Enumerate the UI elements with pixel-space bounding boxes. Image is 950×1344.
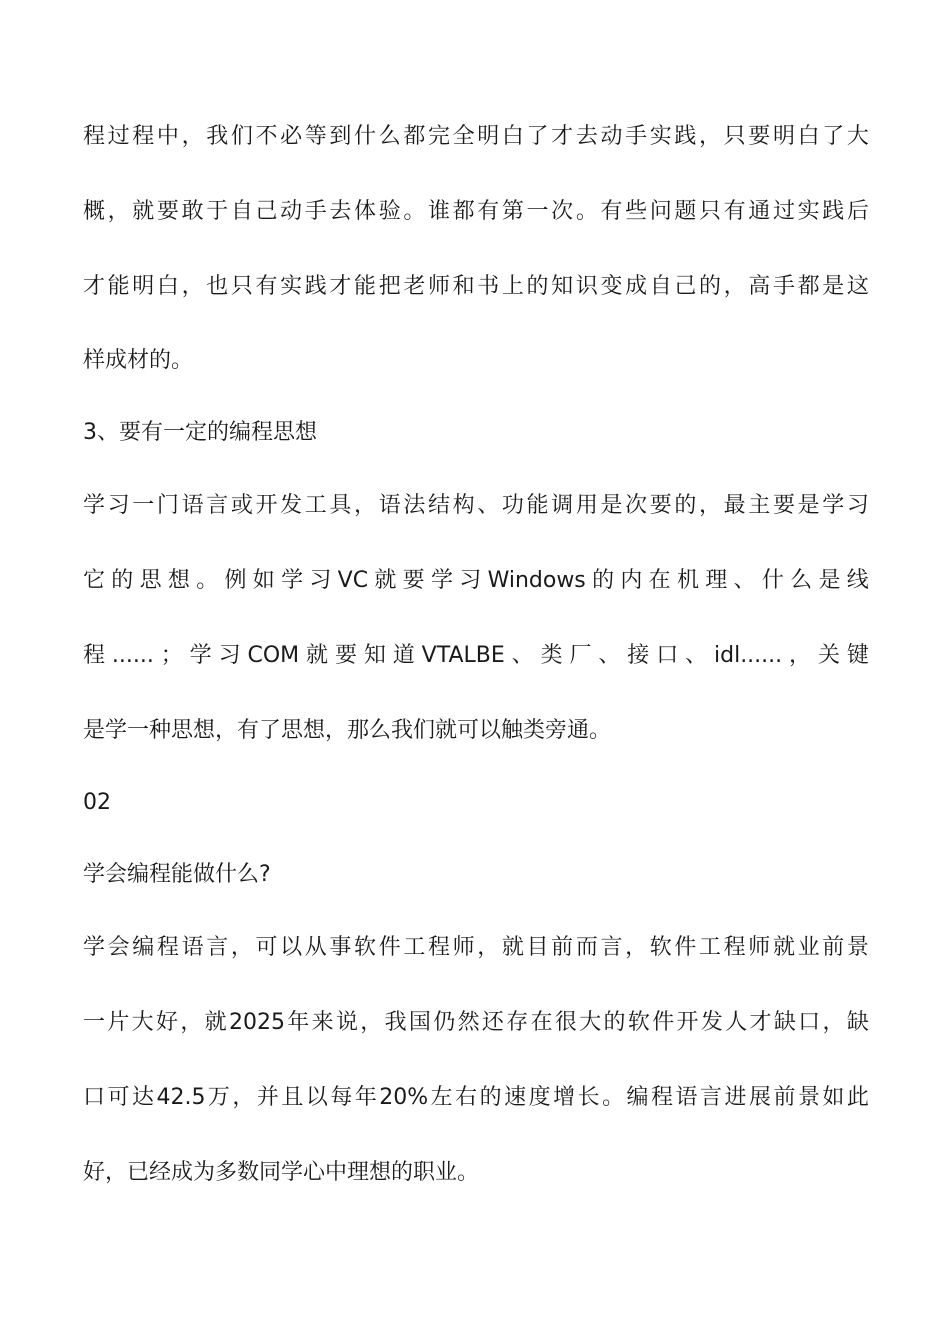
paragraph-line: 概 ， 就 要 敢 于 自 己 动 手 去 体 验 。 谁 都 有 第 一 次 。 有 些 问 题 只 有 通 过 实 践 后 [83,199,869,224]
section-heading: 学会编程能做什么? [83,862,271,887]
paragraph-line: 程 过 程 中 ， 我 们 不 必 等 到 什 么 都 完 全 明 白 了 才 去 动 手 实 践 ， 只 要 明 白 了 大 [83,124,869,149]
paragraph-line: 它 的 思 想 。 例 如 学 习 VC 就 要 学 习 Windows 的 内 在 机 理 、 什 么 是 线 [83,568,869,593]
paragraph-line: 口 可 达 42.5 万 ， 并 且 以 每 年 20% 左 右 的 速 度 增 长 。 编 程 语 言 进 展 前 景 如 此 [83,1085,869,1110]
paragraph-line: 程 ...... ； 学 习 COM 就 要 知 道 VTALBE 、 类 厂 、 接 口 、 idl...... ， 关 键 [83,643,869,668]
paragraph-line: 学 习 一 门 语 言 或 开 发 工 具 ， 语 法 结 构 、 功 能 调 用 是 次 要 的 ， 最 主 要 是 学 习 [83,493,869,518]
paragraph-line: 学 会 编 程 语 言 ， 可 以 从 事 软 件 工 程 师 ， 就 目 前 而 言 ， 软 件 工 程 师 就 业 前 景 [83,935,869,960]
paragraph-line: 样成材的。 [83,348,194,373]
paragraph-line: 一 片 大 好 ， 就 2025 年 来 说 ， 我 国 仍 然 还 存 在 很 大 的 软 件 开 发 人 才 缺 口 ， 缺 [83,1010,869,1035]
paragraph-line: 是学一种思想，有了思想，那么我们就可以触类旁通。 [83,718,612,743]
paragraph-line: 好，已经成为多数同学心中理想的职业。 [83,1160,480,1185]
section-heading: 3、要有一定的编程思想 [83,420,317,445]
section-number: 02 [83,790,111,815]
paragraph-line: 才 能 明 白 ， 也 只 有 实 践 才 能 把 老 师 和 书 上 的 知 识 变 成 自 己 的 ， 高 手 都 是 这 [83,274,869,299]
